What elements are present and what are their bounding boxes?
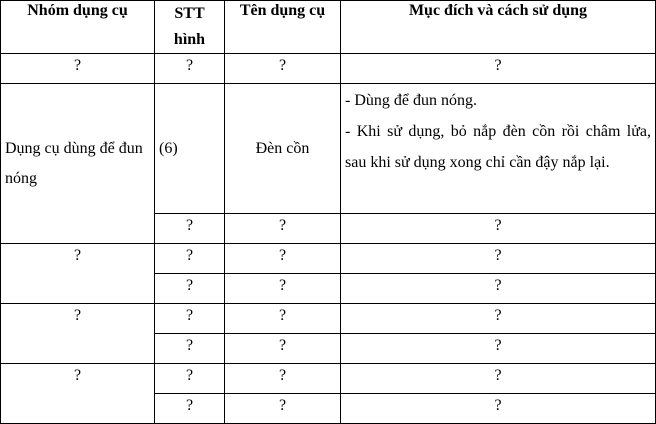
cell-group-heating: Dụng cụ dùng để đun nóng [1,84,155,244]
header-group: Nhóm dụng cụ [1,1,155,54]
cell-purpose: ? [341,304,656,334]
cell-purpose: ? [341,334,656,364]
cell-stt: ? [155,334,225,364]
cell-name: ? [225,394,341,424]
header-row [1,1,656,54]
cell-name: ? [225,274,341,304]
cell-purpose: ? [341,244,656,274]
cell-purpose: ? [341,214,656,244]
cell-name: ? [225,244,341,274]
cell-name: ? [225,214,341,244]
cell-group: ? [1,54,155,84]
cell-name: ? [225,54,341,84]
cell-stt: ? [155,364,225,394]
header-stt-line1: STT [174,5,205,22]
cell-stt: ? [155,54,225,84]
cell-group: ? [1,304,155,364]
cell-purpose: ? [341,364,656,394]
cell-stt: ? [155,244,225,274]
cell-name-heating: Đèn cồn [225,84,341,214]
header-stt-line2: hình [173,31,206,48]
cell-name: ? [225,334,341,364]
header-name: Tên dụng cụ [225,1,341,54]
table-row [1,364,656,394]
cell-group: ? [1,364,155,424]
cell-stt: ? [155,394,225,424]
cell-purpose: ? [341,394,656,424]
header-purpose: Mục đích và cách sử dụng [341,1,656,54]
cell-purpose: ? [341,54,656,84]
cell-group: ? [1,244,155,304]
cell-purpose-heating [341,84,656,214]
purpose-line-2: - Khi sử dụng, bỏ nắp đèn cồn rồi châm lửa, sau khi sử dụng xong chỉ cần đậy nắp lại. [345,123,651,171]
header-stt [155,1,225,54]
table-row-heating [1,84,656,214]
cell-name: ? [225,364,341,394]
cell-stt: ? [155,304,225,334]
cell-stt: ? [155,274,225,304]
table-row [1,244,656,274]
cell-name: ? [225,304,341,334]
purpose-line-1: - Dùng để đun nóng. [345,92,477,109]
table-row [1,304,656,334]
cell-stt-heating: (6) [155,84,225,214]
cell-purpose: ? [341,274,656,304]
cell-stt: ? [155,214,225,244]
table-row [1,54,656,84]
